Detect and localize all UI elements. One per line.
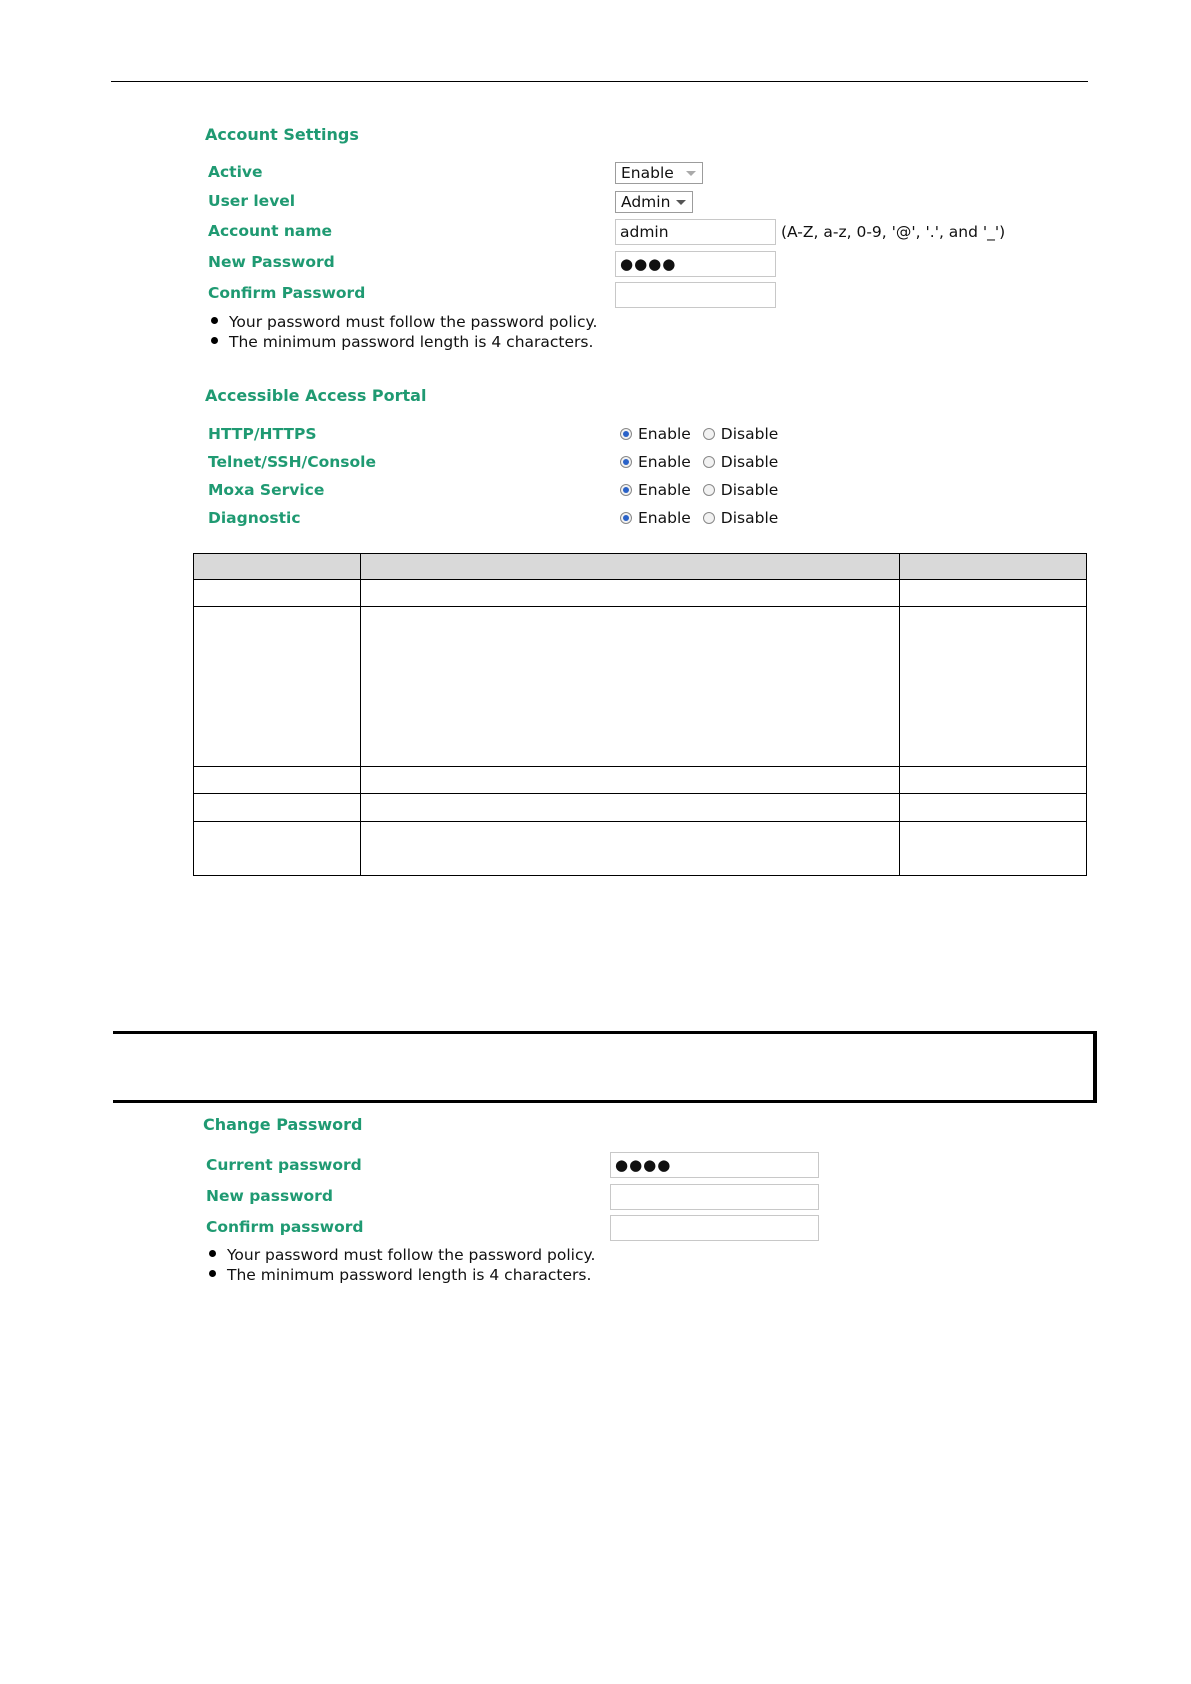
user-level-select[interactable] bbox=[615, 191, 693, 213]
enable-option-label: Enable bbox=[638, 453, 691, 471]
portal-moxa-radio-group bbox=[620, 481, 790, 499]
confirm-password-label-2: Confirm password bbox=[206, 1218, 364, 1236]
confirm-password-label: Confirm Password bbox=[208, 284, 366, 302]
disable-option-label: Disable bbox=[720, 509, 779, 527]
confirm-password-field-2[interactable] bbox=[610, 1215, 819, 1241]
disable-option-label: Disable bbox=[720, 481, 779, 499]
note-text: The minimum password length is 4 characters. bbox=[229, 333, 594, 351]
table-header-row bbox=[194, 554, 1086, 580]
table-column-divider bbox=[360, 554, 361, 875]
account-name-label: Account name bbox=[208, 222, 333, 240]
diagnostic-disable-radio[interactable] bbox=[703, 512, 715, 524]
active-select[interactable] bbox=[615, 162, 703, 184]
account-name-hint: (A-Z, a-z, 0-9, '@', '.', and '_') bbox=[781, 223, 1006, 241]
disable-option-label: Disable bbox=[720, 425, 779, 443]
password-length-note bbox=[211, 333, 593, 351]
bullet-icon bbox=[209, 1270, 216, 1277]
table-row-divider bbox=[194, 793, 1086, 794]
table-row-divider bbox=[194, 766, 1086, 767]
active-select-value: Enable bbox=[621, 164, 674, 182]
confirm-password-field[interactable] bbox=[615, 282, 776, 308]
telnet-enable-radio[interactable] bbox=[620, 456, 632, 468]
note-text: Your password must follow the password policy. bbox=[229, 313, 598, 331]
table-column-divider bbox=[899, 554, 900, 875]
portal-telnet-radio-group bbox=[620, 453, 790, 471]
new-password-field[interactable]: ●●●● bbox=[615, 251, 776, 277]
new-password-label: New Password bbox=[208, 253, 335, 271]
http-disable-radio[interactable] bbox=[703, 428, 715, 440]
current-password-label: Current password bbox=[206, 1156, 362, 1174]
portal-diagnostic-label: Diagnostic bbox=[208, 509, 301, 527]
portal-http-label: HTTP/HTTPS bbox=[208, 425, 317, 443]
table-row-divider bbox=[194, 606, 1086, 607]
access-portal-title: Accessible Access Portal bbox=[205, 386, 427, 405]
section-frame bbox=[113, 1031, 1097, 1103]
password-length-note-2 bbox=[209, 1266, 591, 1284]
portal-diagnostic-radio-group bbox=[620, 509, 790, 527]
page-header-rule bbox=[111, 81, 1088, 82]
enable-option-label: Enable bbox=[638, 425, 691, 443]
chevron-down-icon bbox=[686, 171, 696, 176]
note-text: The minimum password length is 4 characters. bbox=[227, 1266, 592, 1284]
bullet-icon bbox=[211, 317, 218, 324]
moxa-disable-radio[interactable] bbox=[703, 484, 715, 496]
user-level-select-value: Admin bbox=[621, 193, 671, 211]
password-policy-note-2 bbox=[209, 1246, 595, 1264]
change-password-title: Change Password bbox=[203, 1115, 363, 1134]
user-level-label: User level bbox=[208, 192, 296, 210]
moxa-enable-radio[interactable] bbox=[620, 484, 632, 496]
table-row-divider bbox=[194, 821, 1086, 822]
portal-telnet-label: Telnet/SSH/Console bbox=[208, 453, 376, 471]
note-text: Your password must follow the password policy. bbox=[227, 1246, 596, 1264]
portal-moxa-label: Moxa Service bbox=[208, 481, 325, 499]
http-enable-radio[interactable] bbox=[620, 428, 632, 440]
enable-option-label: Enable bbox=[638, 481, 691, 499]
diagnostic-enable-radio[interactable] bbox=[620, 512, 632, 524]
active-label: Active bbox=[208, 163, 263, 181]
account-name-field[interactable]: admin bbox=[615, 219, 776, 245]
settings-table bbox=[193, 553, 1087, 876]
password-policy-note bbox=[211, 313, 597, 331]
current-password-field[interactable]: ●●●● bbox=[610, 1152, 819, 1178]
enable-option-label: Enable bbox=[638, 509, 691, 527]
telnet-disable-radio[interactable] bbox=[703, 456, 715, 468]
new-password-label-2: New password bbox=[206, 1187, 333, 1205]
account-settings-title: Account Settings bbox=[205, 125, 359, 144]
portal-http-radio-group bbox=[620, 425, 790, 443]
chevron-down-icon bbox=[676, 200, 686, 205]
disable-option-label: Disable bbox=[720, 453, 779, 471]
new-password-field-2[interactable] bbox=[610, 1184, 819, 1210]
bullet-icon bbox=[211, 337, 218, 344]
bullet-icon bbox=[209, 1250, 216, 1257]
